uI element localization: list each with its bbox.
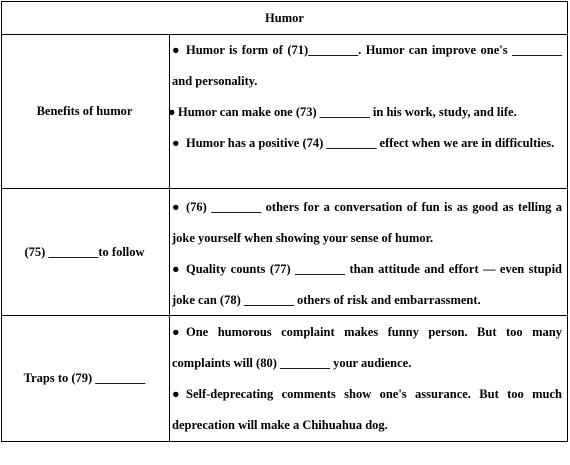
column-divider [169, 34, 170, 441]
list-item [168, 97, 562, 128]
row-benefits-items [168, 35, 562, 159]
item-text: Self-deprecating comments show one's assurance. But too much deprecation will make a Chihuahua dog. [172, 387, 562, 432]
item-text: (76) ________ others for a conversation of fun is as good as telling a joke yourself when showing your sense of humor. [172, 200, 562, 245]
item-text: Quality counts (77) ________ than attitude and effort — even stupid joke can (78) ________ others of risk and embarrassment. [172, 262, 562, 307]
bullet-icon: ● [172, 262, 180, 276]
bullet-icon: ● [172, 387, 180, 401]
bullet-icon: ● [168, 105, 176, 119]
bullet-icon: ● [172, 136, 180, 150]
humor-table [1, 1, 568, 442]
item-text: One humorous complaint makes funny person. But too many complaints will (80) ________ your audience. [172, 325, 562, 370]
item-text: Humor can make one (73) ________ in his work, study, and life. [178, 105, 517, 119]
row-traps-items [172, 317, 562, 441]
list-item [172, 192, 562, 254]
row-label-benefits: Benefits of humor [36, 104, 133, 118]
bullet-icon: ● [172, 200, 180, 214]
list-item [172, 317, 562, 379]
row-label-traps: Traps to (79) ________ [23, 371, 146, 385]
list-item [172, 128, 562, 159]
list-item [172, 254, 562, 316]
row-rules-items [172, 192, 562, 316]
item-text: Humor has a positive (74) ________ effect when we are in difficulties. [186, 136, 555, 150]
bullet-icon: ● [172, 43, 180, 57]
table-title: Humor [265, 10, 304, 25]
list-item [172, 35, 562, 97]
list-item [172, 379, 562, 441]
row-label-rules: (75) ________to follow [24, 244, 145, 259]
item-text: Humor is form of (71)________. Humor can improve one's ________ and personality. [172, 43, 562, 88]
bullet-icon: ● [172, 325, 180, 339]
